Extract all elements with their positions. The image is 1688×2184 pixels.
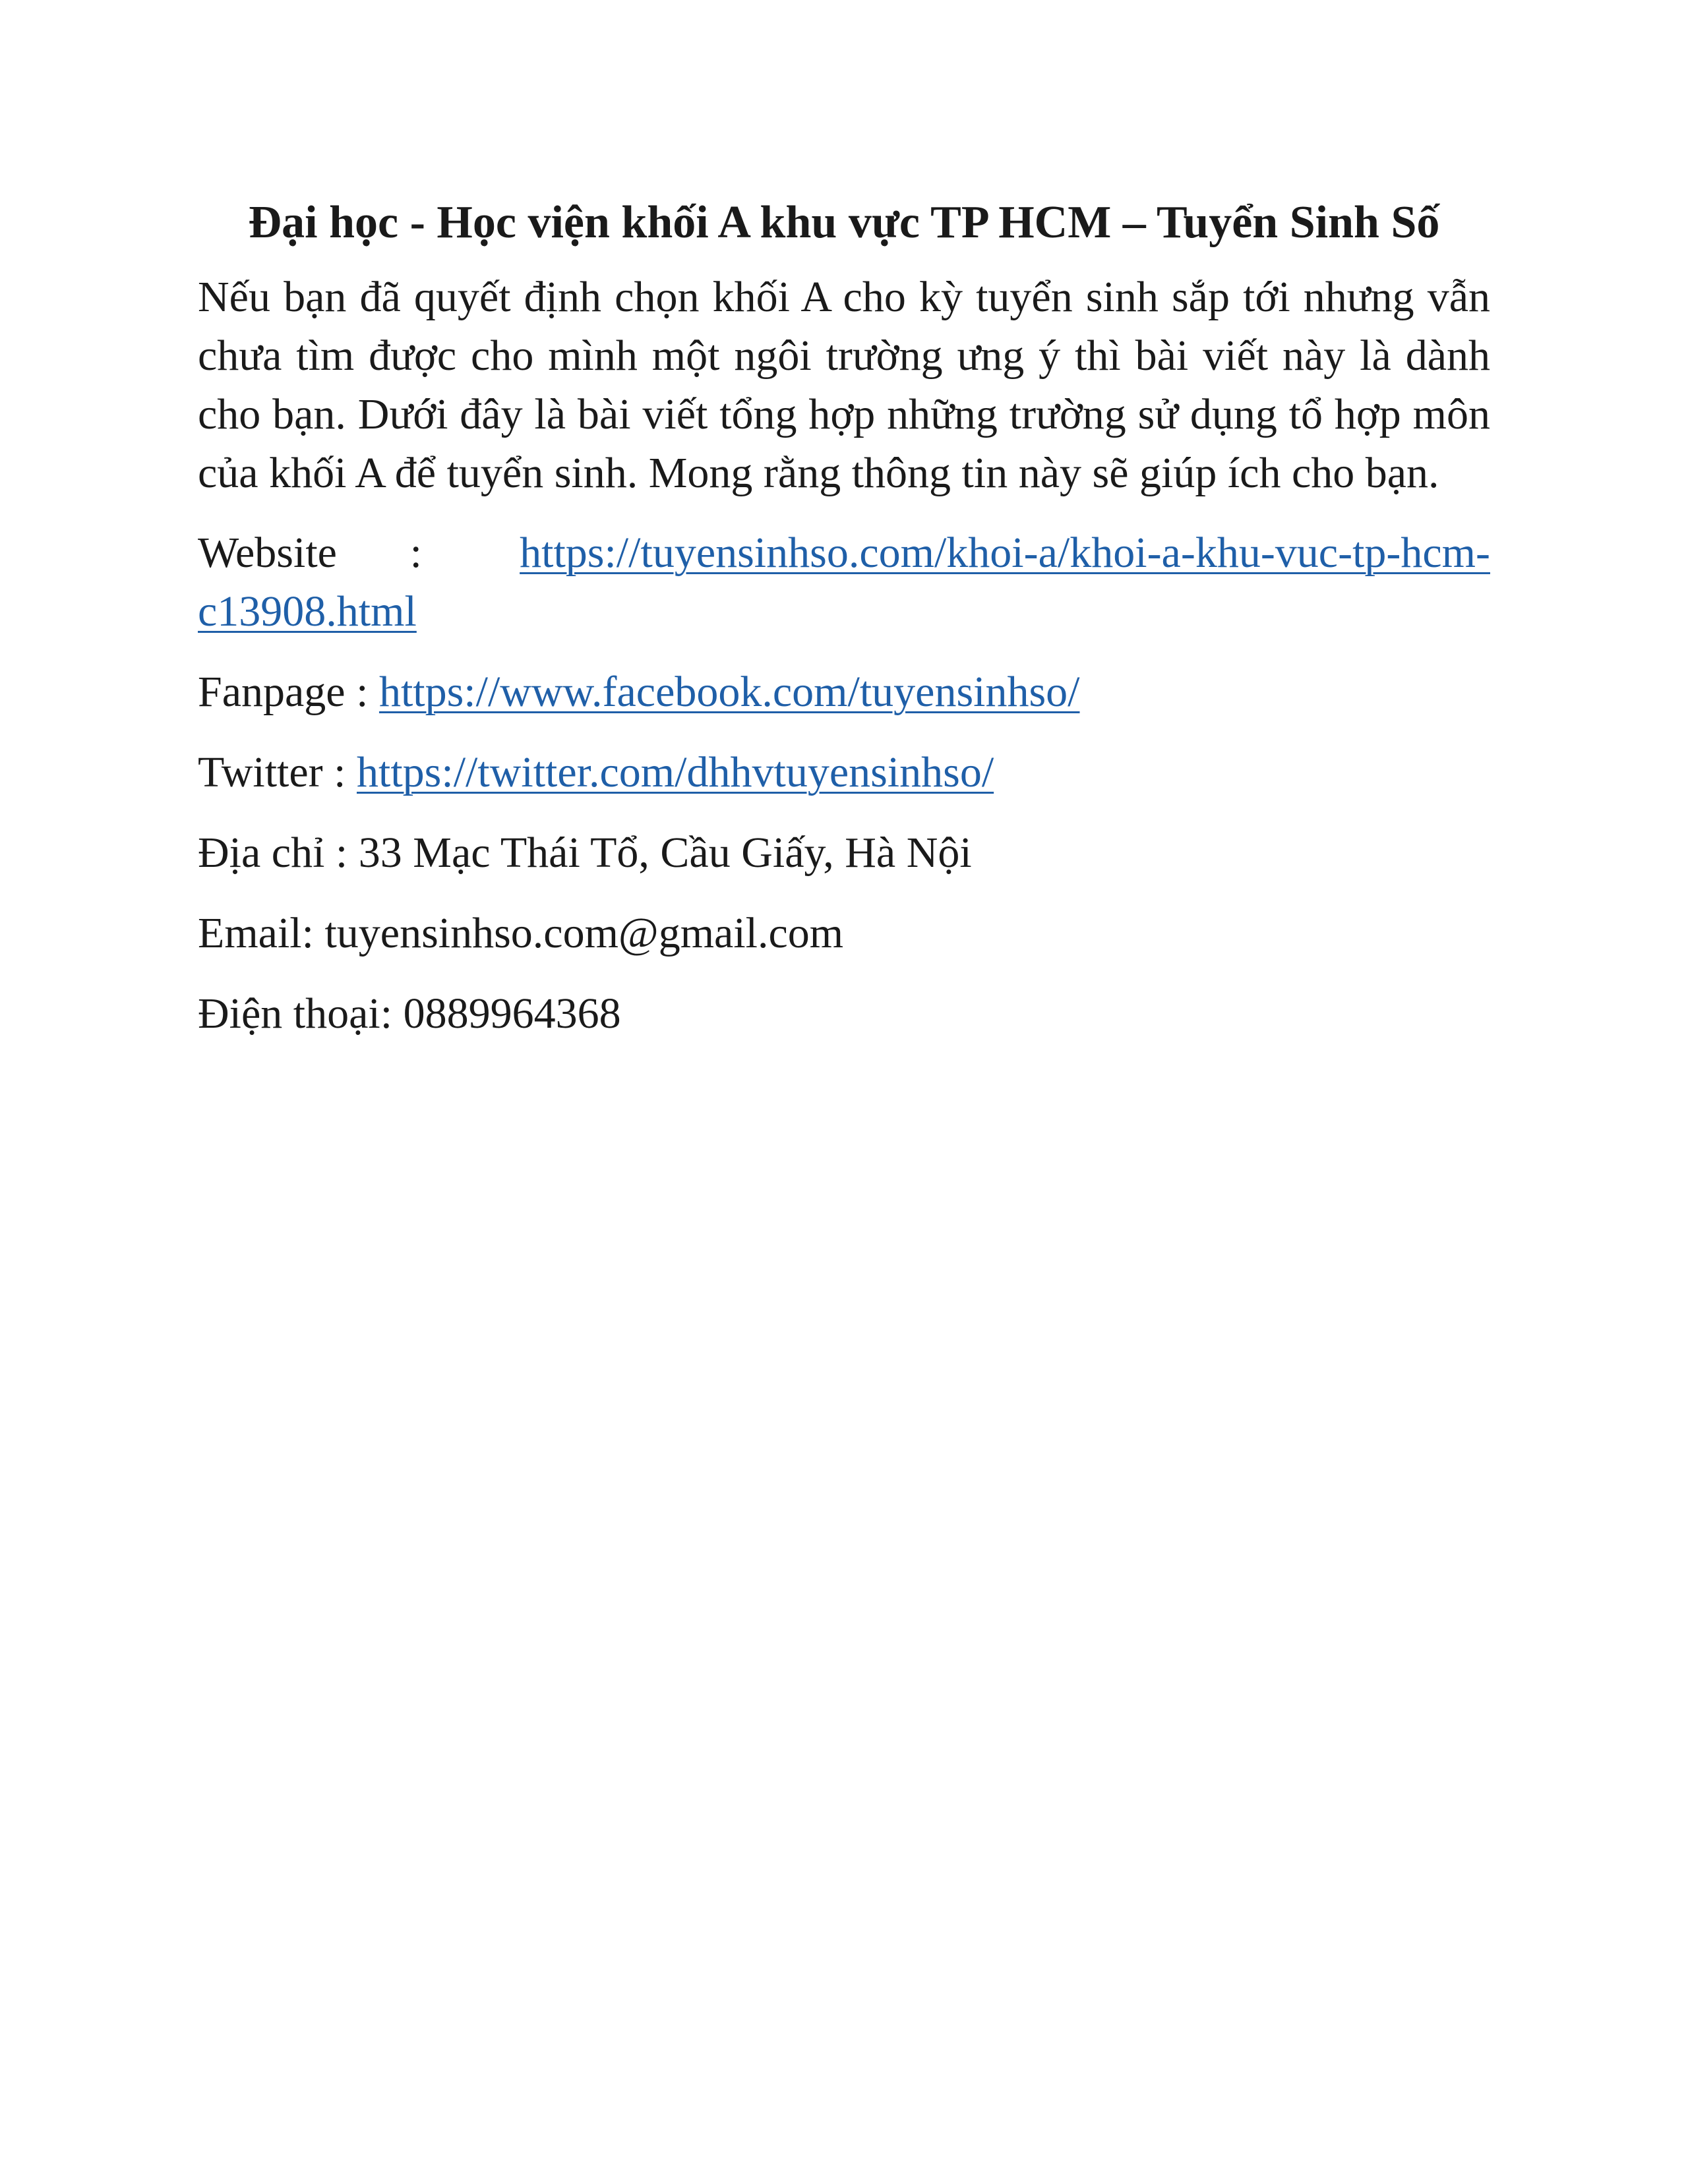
fanpage-line: [198, 663, 1490, 721]
email-line: Email: tuyensinhso.com@gmail.com: [198, 909, 844, 957]
website-line: [198, 523, 1490, 641]
phone-line: Điện thoại: 0889964368: [198, 989, 621, 1038]
fanpage-link[interactable]: https://www.facebook.com/tuyensinhso/: [378, 668, 1080, 716]
address-line: Địa chỉ : 33 Mạc Thái Tổ, Cầu Giấy, Hà Nội: [198, 829, 972, 877]
twitter-line: [198, 743, 1490, 802]
twitter-label: Twitter :: [198, 748, 357, 796]
website-link[interactable]: https://tuyensinhso.com/khoi-a/khoi-a-khu-vuc-tp-hcm-c13908.html: [198, 529, 1490, 635]
document-title: Đại học - Học viện khối A khu vực TP HCM – Tuyển Sinh Số: [248, 197, 1440, 248]
document-content: [198, 191, 1490, 1065]
website-label: Website :: [198, 529, 422, 577]
fanpage-label: Fanpage :: [198, 668, 379, 716]
intro-paragraph: Nếu bạn đã quyết định chọn khối A cho kỳ tuyển sinh sắp tới nhưng vẫn chưa tìm được cho mình một ngôi trường ưng ý thì bài viết này là dành cho bạn. Dưới đây là bài viết tổng hợp những trường sử dụng tổ hợp môn của khối A để tuyển sinh. Mong rằng thông tin này sẽ giúp ích cho bạn.: [198, 273, 1490, 497]
twitter-link[interactable]: https://twitter.com/dhhvtuyensinhso/: [357, 748, 994, 796]
